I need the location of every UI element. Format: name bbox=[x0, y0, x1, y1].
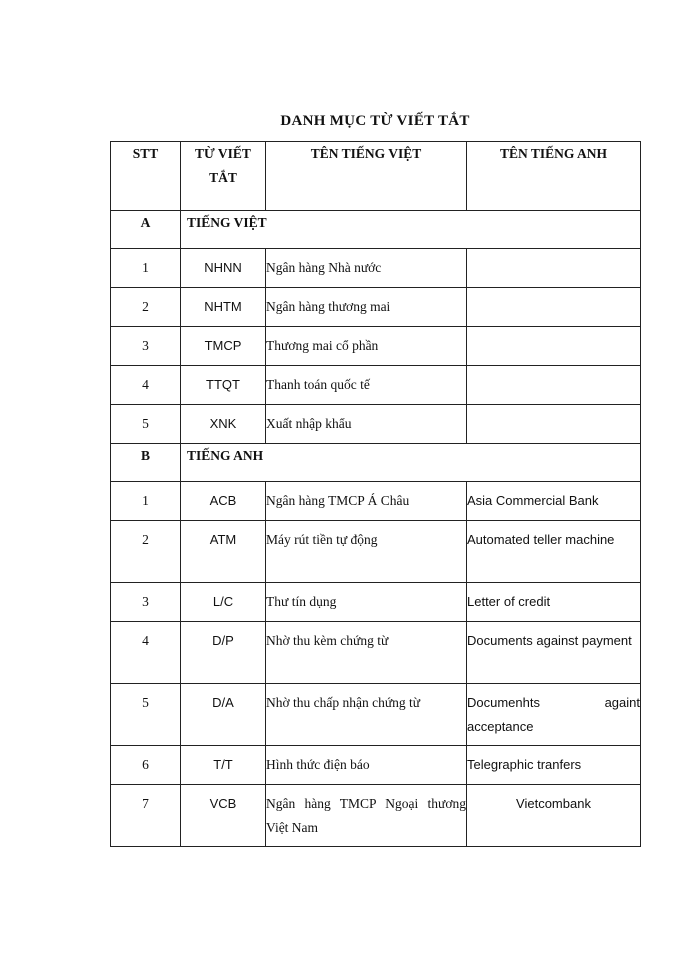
row-english-name bbox=[467, 327, 641, 366]
row-stt: 2 bbox=[111, 288, 181, 327]
row-vietnamese-name: Nhờ thu chấp nhận chứng từ bbox=[266, 684, 467, 746]
section-row-english bbox=[111, 444, 641, 482]
row-abbreviation: NHNN bbox=[181, 249, 266, 288]
row-abbreviation: D/P bbox=[181, 622, 266, 684]
header-abbreviation: TỪ VIẾT TẮT bbox=[181, 142, 266, 211]
table-row bbox=[111, 366, 641, 405]
table-row bbox=[111, 684, 641, 746]
table-row bbox=[111, 583, 641, 622]
table-row bbox=[111, 622, 641, 684]
page-title: DANH MỤC TỪ VIẾT TẮT bbox=[280, 113, 470, 129]
table-header-row bbox=[111, 142, 641, 211]
table-row bbox=[111, 327, 641, 366]
row-stt: 1 bbox=[111, 482, 181, 521]
row-vietnamese-name: Ngân hàng Nhà nước bbox=[266, 249, 467, 288]
row-vietnamese-name: Nhờ thu kèm chứng từ bbox=[266, 622, 467, 684]
table-row bbox=[111, 785, 641, 847]
row-stt: 5 bbox=[111, 684, 181, 746]
row-abbreviation: NHTM bbox=[181, 288, 266, 327]
header-stt: STT bbox=[111, 142, 181, 211]
row-vietnamese-name: Thư tín dụng bbox=[266, 583, 467, 622]
row-abbreviation: XNK bbox=[181, 405, 266, 444]
row-abbreviation: L/C bbox=[181, 583, 266, 622]
row-vietnamese-name: Ngân hàng TMCP Á Châu bbox=[266, 482, 467, 521]
row-abbreviation: TMCP bbox=[181, 327, 266, 366]
header-vietnamese-name: TÊN TIẾNG VIỆT bbox=[266, 142, 467, 211]
section-label: TIẾNG VIỆT bbox=[181, 211, 641, 249]
row-vietnamese-name: Xuất nhập khẩu bbox=[266, 405, 467, 444]
section-label: TIẾNG ANH bbox=[181, 444, 641, 482]
row-stt: 6 bbox=[111, 746, 181, 785]
row-english-name bbox=[467, 405, 641, 444]
row-abbreviation: TTQT bbox=[181, 366, 266, 405]
row-abbreviation: ACB bbox=[181, 482, 266, 521]
row-stt: 5 bbox=[111, 405, 181, 444]
row-english-name bbox=[467, 288, 641, 327]
header-english-name: TÊN TIẾNG ANH bbox=[467, 142, 641, 211]
section-letter: A bbox=[111, 211, 181, 249]
table-row bbox=[111, 288, 641, 327]
section-letter: B bbox=[111, 444, 181, 482]
row-english-name bbox=[467, 249, 641, 288]
row-english-name: Telegraphic tranfers bbox=[467, 746, 641, 785]
row-english-name: Vietcombank bbox=[467, 785, 641, 847]
row-vietnamese-name: Máy rút tiền tự động bbox=[266, 521, 467, 583]
row-english-name: Letter of credit bbox=[467, 583, 641, 622]
row-vietnamese-name: Hình thức điện báo bbox=[266, 746, 467, 785]
abbreviations-table bbox=[110, 141, 641, 847]
row-vietnamese-name: Thanh toán quốc tế bbox=[266, 366, 467, 405]
table-row bbox=[111, 521, 641, 583]
row-abbreviation: T/T bbox=[181, 746, 266, 785]
row-english-name bbox=[467, 366, 641, 405]
row-stt: 3 bbox=[111, 583, 181, 622]
row-stt: 4 bbox=[111, 366, 181, 405]
row-english-name: Documenhts againt acceptance bbox=[467, 684, 641, 746]
row-stt: 4 bbox=[111, 622, 181, 684]
table-row bbox=[111, 249, 641, 288]
row-stt: 7 bbox=[111, 785, 181, 847]
row-english-name: Documents against payment bbox=[467, 622, 641, 684]
row-abbreviation: D/A bbox=[181, 684, 266, 746]
row-abbreviation: VCB bbox=[181, 785, 266, 847]
row-abbreviation: ATM bbox=[181, 521, 266, 583]
row-stt: 3 bbox=[111, 327, 181, 366]
table-row bbox=[111, 482, 641, 521]
row-english-name: Asia Commercial Bank bbox=[467, 482, 641, 521]
row-vietnamese-name: Thương mai cổ phần bbox=[266, 327, 467, 366]
row-vietnamese-name: Ngân hàng TMCP Ngoại thương Việt Nam bbox=[266, 785, 467, 847]
row-vietnamese-name: Ngân hàng thương mai bbox=[266, 288, 467, 327]
row-stt: 2 bbox=[111, 521, 181, 583]
table-row bbox=[111, 746, 641, 785]
table-row bbox=[111, 405, 641, 444]
row-english-name: Automated teller machine bbox=[467, 521, 641, 583]
section-row-vietnamese bbox=[111, 211, 641, 249]
row-stt: 1 bbox=[111, 249, 181, 288]
